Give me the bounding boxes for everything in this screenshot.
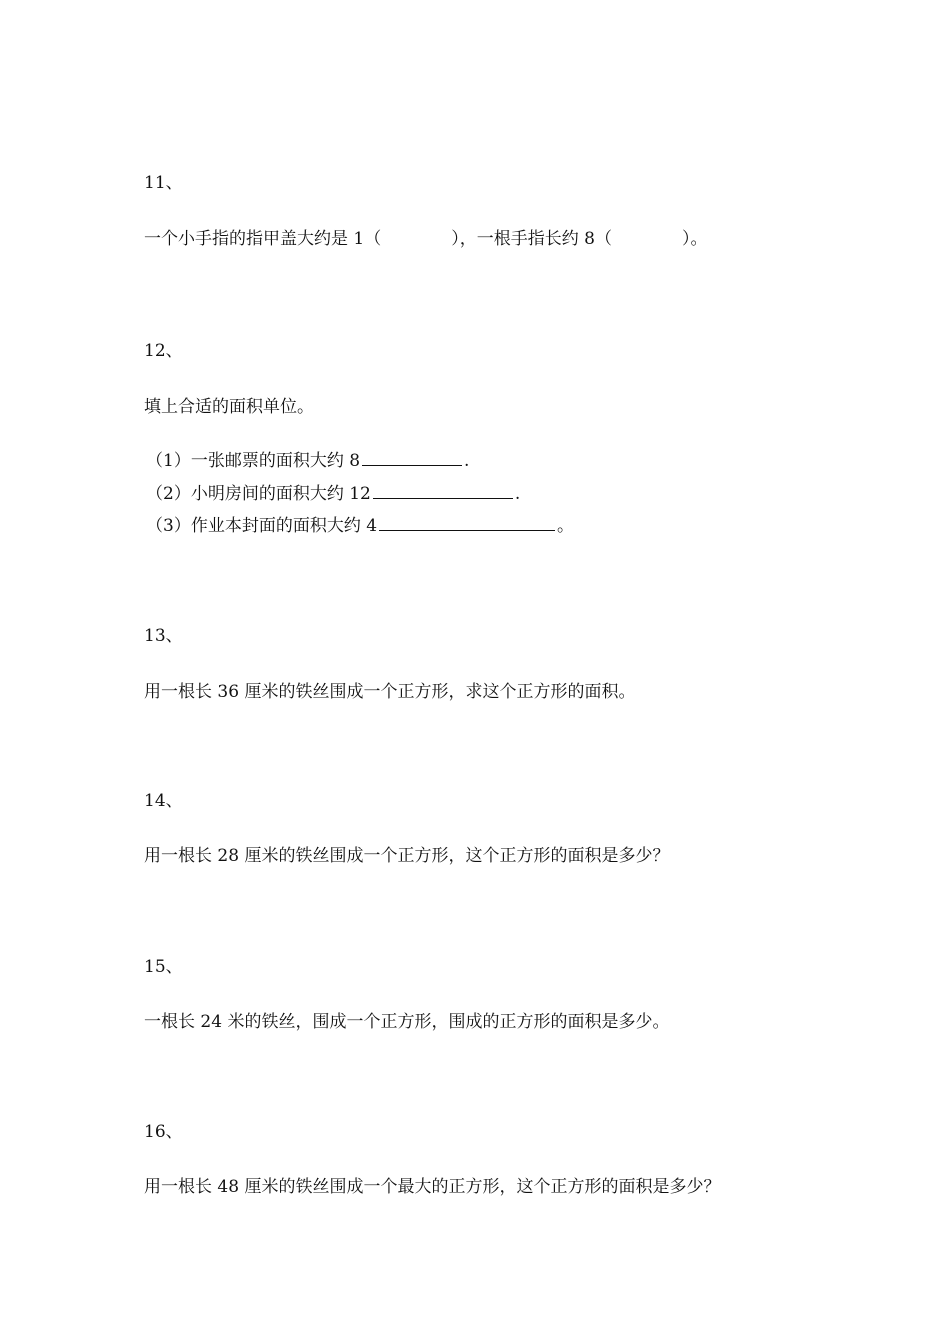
question-16-text: 用一根长 48 厘米的铁丝围成一个最大的正方形，这个正方形的面积是多少？ [144, 1177, 721, 1197]
question-12-item-3-blank [379, 514, 555, 531]
question-12-item-1-prefix: （1）一张邮票的面积大约 8 [146, 451, 361, 471]
question-12-item-1 [146, 449, 469, 472]
question-12-number: 12、 [144, 341, 183, 361]
question-12-text: 填上合适的面积单位。 [144, 397, 314, 417]
question-14-number: 14、 [144, 791, 183, 811]
question-11-number: 11、 [144, 173, 183, 193]
question-16-number: 16、 [144, 1122, 183, 1142]
question-11-text-part-2: ），一根手指长约 8（ [451, 229, 612, 249]
question-15-text: 一根长 24 米的铁丝，围成一个正方形，围成的正方形的面积是多少。 [144, 1012, 670, 1032]
question-12-item-3-suffix: 。 [557, 516, 575, 536]
question-15-number: 15、 [144, 957, 183, 977]
question-12-item-2 [146, 482, 520, 505]
question-12-item-3 [146, 514, 574, 537]
question-12-item-3-prefix: （3）作业本封面的面积大约 4 [146, 516, 378, 536]
question-12-item-1-suffix: . [464, 451, 470, 471]
question-12-item-2-blank [373, 482, 513, 499]
question-13-number: 13、 [144, 626, 183, 646]
question-13-text: 用一根长 36 厘米的铁丝围成一个正方形，求这个正方形的面积。 [144, 682, 636, 702]
question-11-text-part-1: 一个小手指的指甲盖大约是 1（ [144, 229, 382, 249]
question-12-item-2-prefix: （2）小明房间的面积大约 12 [146, 484, 371, 504]
question-12-item-1-blank [362, 449, 462, 466]
question-11-text-part-3: ）。 [681, 229, 708, 249]
question-12-item-2-suffix: . [514, 484, 521, 504]
question-11-text [144, 228, 707, 250]
question-14-text: 用一根长 28 厘米的铁丝围成一个正方形，这个正方形的面积是多少？ [144, 846, 670, 866]
